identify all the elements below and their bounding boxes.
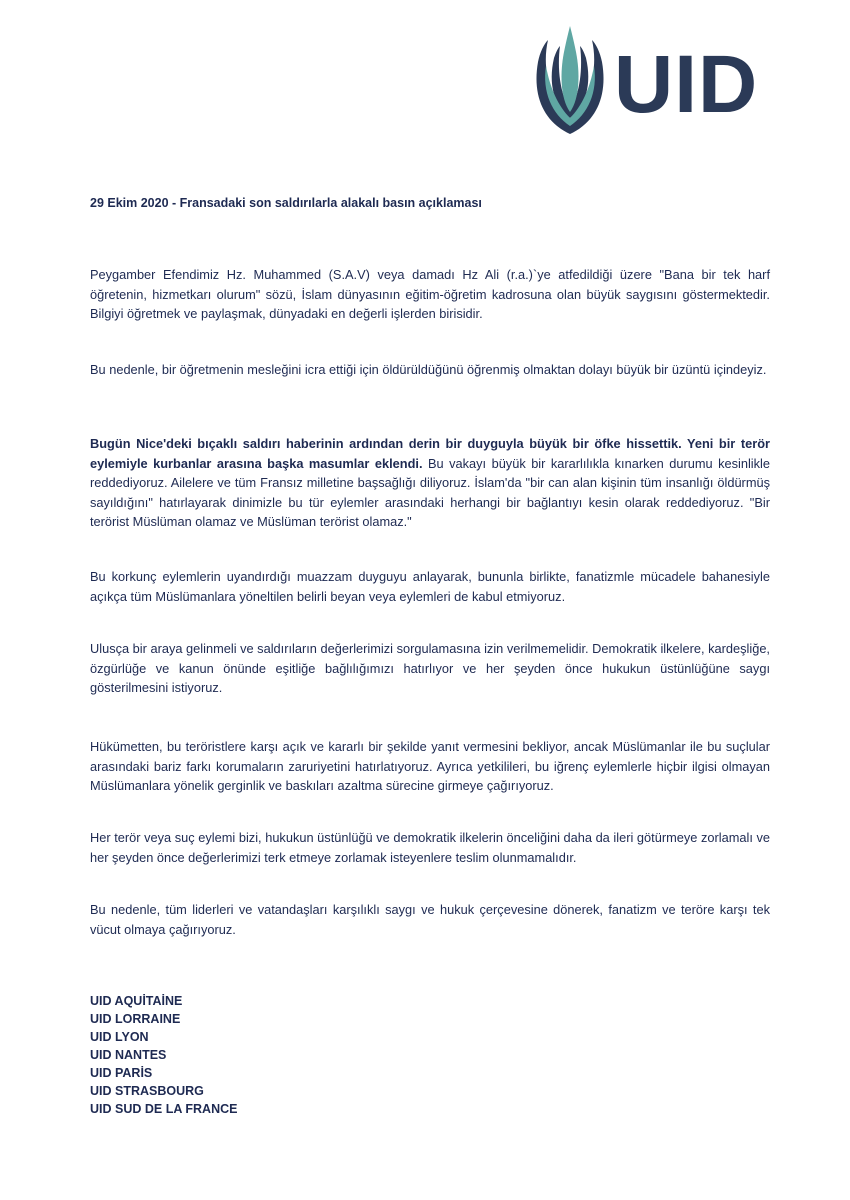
- document-title: 29 Ekim 2020 - Fransadaki son saldırılarla alakalı basın açıklaması: [90, 196, 482, 210]
- paragraph-1: Peygamber Efendimiz Hz. Muhammed (S.A.V) veya damadı Hz Ali (r.a.)`ye atfedildiği üzere "Bana bir tek harf öğretenin, hizmetkarı olurum" sözü, İslam dünyasının eğitim-öğretim kadrosuna olan büyük saygısını göstermektedir. Bilgiyi öğretmek ve paylaşmak, dünyadaki en değerli işlerden birisidir.: [90, 267, 770, 321]
- paragraph-3: [90, 434, 770, 532]
- tulip-icon: [530, 22, 610, 142]
- paragraph-7: Her terör veya suç eylemi bizi, hukukun üstünlüğü ve demokratik ilkelerin önceliğini daha da ileri götürmeye zorlamalı ve her şeyden önce değerlerimizi terk etmeye zorlamak isteyenlere teslim olunmamalıdır.: [90, 830, 770, 865]
- paragraph-5: Ulusça bir araya gelinmeli ve saldırıların değerlerimizi sorgulamasına izin verilmemelidir. Demokratik ilkelere, kardeşliğe, özgürlüğe ve kanun önünde eşitliğe bağlılığımızı hatırlıyor ve her şeyden önce hukukun üstünlüğüne saygı gösterilmesini istiyoruz.: [90, 641, 770, 695]
- signature-item: UID PARİS: [90, 1066, 153, 1080]
- logo-wordmark: UID: [614, 39, 759, 130]
- paragraph-3-body: Bu vakayı büyük bir kararlılıkla kınarken durumu kesinlikle reddediyoruz. Ailelere ve tüm Fransız milletine başsağlığı diliyoruz. İslam'da "bir can alan kişinin tüm insanlığı öldürmüş sayıldığını" hatırlayarak dinimizle bu tür eylemler arasındaki herhangi bir bağlantıyı kesin olarak reddediyoruz. "Bir terörist Müslüman olamaz ve Müslüman terörist olamaz.": [90, 455, 770, 529]
- paragraph-2: Bu nedenle, bir öğretmenin mesleğini icra ettiği için öldürüldüğünü öğrenmiş olmaktan dolayı büyük bir üzüntü içindeyiz.: [90, 362, 767, 377]
- paragraph-3-bold-lead: Bugün Nice'deki bıçaklı saldırı haberinin ardından derin bir duyguyla büyük bir öfke hissettik. Yeni bir terör eylemiyle kurbanlar arasına başka masumlar eklendi.: [90, 436, 770, 471]
- paragraph-4: Bu korkunç eylemlerin uyandırdığı muazzam duyguyu anlayarak, bununla birlikte, fanatizmle mücadele bahanesiyle açıkça tüm Müslümanlara yöneltilen belirli beyan veya eylemleri de kabul etmiyoruz.: [90, 569, 770, 604]
- signature-list: [90, 992, 490, 1118]
- signature-item: UID AQUİTAİNE: [90, 994, 183, 1008]
- signature-item: UID STRASBOURG: [90, 1084, 204, 1098]
- uid-logo: [530, 22, 770, 142]
- paragraph-8: Bu nedenle, tüm liderleri ve vatandaşları karşılıklı saygı ve hukuk çerçevesine dönerek, fanatizm ve teröre karşı tek vücut olmaya çağırıyoruz.: [90, 902, 770, 937]
- paragraph-6: Hükümetten, bu teröristlere karşı açık ve kararlı bir şekilde yanıt vermesini bekliyor, ancak Müslümanlar ile bu suçlular arasındaki bariz farkı korumaların zaruriyetini hatırlatıyoruz. Ayrıca yetkilileri, bu iğrenç eylemlerle hiçbir ilgisi olmayan Müslümanlara yönelik gerginlik ve baskıları azaltma sürecine girmeye çağırıyoruz.: [90, 739, 770, 793]
- signature-item: UID LORRAINE: [90, 1012, 181, 1026]
- signature-item: UID NANTES: [90, 1048, 167, 1062]
- signature-item: UID LYON: [90, 1030, 149, 1044]
- signature-item: UID SUD DE LA FRANCE: [90, 1102, 238, 1116]
